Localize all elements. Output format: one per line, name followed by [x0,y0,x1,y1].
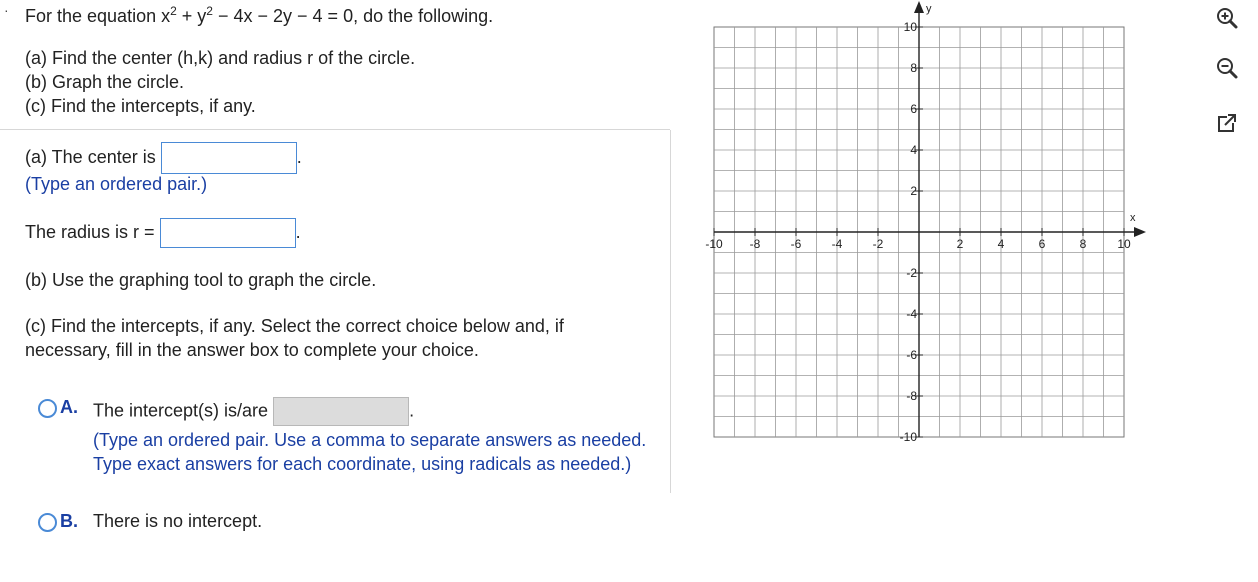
x-tick-label: 8 [1079,237,1087,251]
x-tick-label: 6 [1038,237,1046,251]
x-tick-label: 2 [956,237,964,251]
choice-b-radio[interactable] [38,513,57,532]
x-tick-label: 4 [997,237,1005,251]
choice-a-hint: (Type an ordered pair. Use a comma to separate answers as needed. Type exact answers for each coordinate, using radicals as needed.) [93,430,647,474]
x-tick-label: -8 [749,237,761,251]
question-bullet: · [4,2,9,18]
y-tick-label: 8 [910,61,917,75]
radius-row [25,218,301,248]
y-axis-label: y [926,3,932,15]
y-axis-arrow [914,1,924,13]
exponent-y: 2 [206,4,213,18]
y-tick-label: -4 [906,307,917,321]
y-tick-label: 6 [910,102,917,116]
x-tick-label: -10 [705,237,723,251]
choice-a-letter[interactable]: A. [60,397,78,417]
center-hint: (Type an ordered pair.) [25,174,208,194]
radius-period: . [295,221,301,242]
intercepts-input[interactable] [273,397,409,426]
center-period: . [296,146,302,167]
y-tick-label: 10 [903,20,917,34]
y-tick-label: 2 [910,184,917,198]
choice-a-text[interactable]: The intercept(s) is/are [93,400,269,421]
center-label: (a) The center is [25,146,156,167]
zoom-in-icon[interactable] [1214,5,1240,31]
choice-a-period: . [409,400,415,421]
choice-a-row [93,397,414,426]
popout-icon[interactable] [1214,110,1240,136]
intercepts-instruction: (c) Find the intercepts, if any. Select the correct choice below and, if necessary, fill in the answer box to complete your choice. [25,316,564,360]
radius-input[interactable] [160,218,296,248]
x-axis-label: x [1130,212,1136,224]
section-divider [0,129,670,130]
radius-label: The radius is r = [25,221,155,242]
question-equation [25,4,493,27]
graph-instruction: (b) Use the graphing tool to graph the circle. [25,270,377,290]
x-tick-label: 10 [1117,237,1131,251]
zoom-out-icon[interactable] [1214,55,1240,81]
equation-prefix: For the equation x [25,6,171,26]
y-tick-label: -6 [906,348,917,362]
exponent-x: 2 [170,4,177,18]
y-tick-label: 4 [910,143,917,157]
x-tick-label: -2 [872,237,884,251]
choice-b-text[interactable]: There is no intercept. [93,511,263,531]
y-tick-label: -8 [906,389,917,403]
equation-suffix: − 4x − 2y − 4 = 0, do the following. [212,6,494,26]
coordinate-graph[interactable] [690,0,1180,480]
part-c-text: (c) Find the intercepts, if any. [25,96,256,116]
x-axis-arrow [1134,227,1146,237]
question-parts [25,46,415,118]
y-tick-label: -2 [906,266,917,280]
vertical-divider [670,130,671,493]
x-tick-label: -4 [831,237,843,251]
center-row [25,142,302,174]
equation-mid: + y [176,6,207,26]
y-tick-label: -10 [899,430,917,444]
x-tick-label: -6 [790,237,802,251]
part-a-text: (a) Find the center (h,k) and radius r of the circle. [25,48,416,68]
part-b-text: (b) Graph the circle. [25,72,185,92]
center-input[interactable] [161,142,297,174]
choice-b-letter[interactable]: B. [60,511,78,531]
choice-a-radio[interactable] [38,399,57,418]
